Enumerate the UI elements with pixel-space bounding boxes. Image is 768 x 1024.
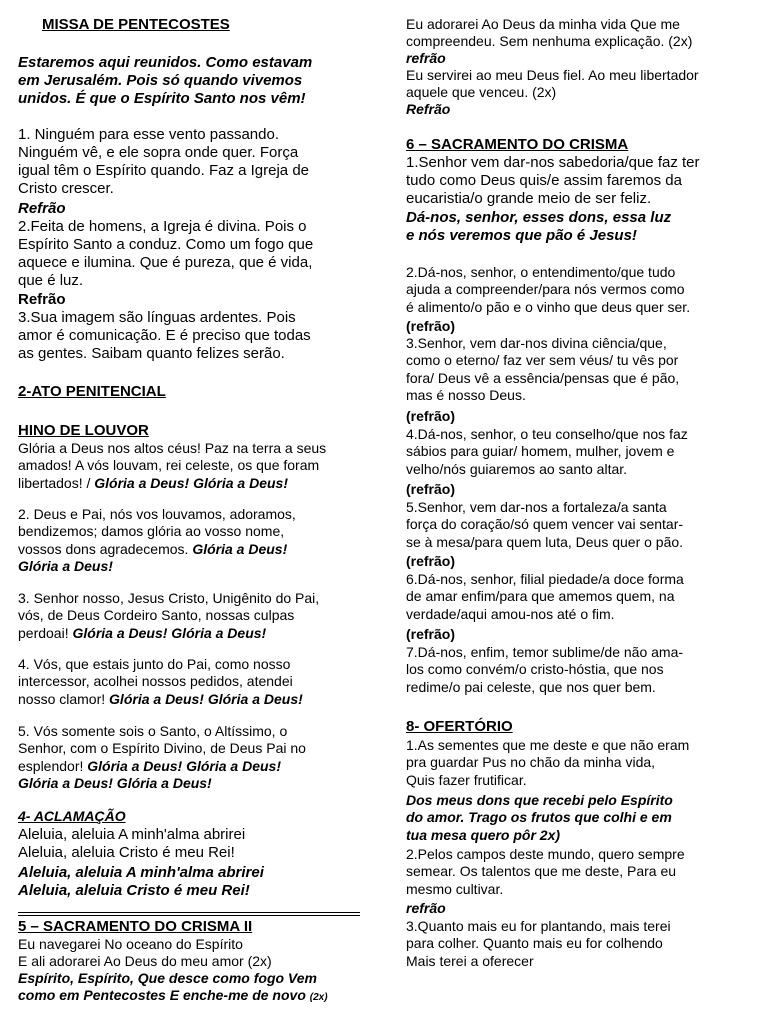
refrain-marker: (refrão) — [406, 408, 456, 424]
ofertorio-refrain: Dos meus dons que recebi pelo Espírito do amor. Trago os frutos que colhi e em tua mesa quero pôr 2x) — [406, 792, 673, 843]
refrain-label: Refrão — [18, 200, 66, 217]
section-title-crisma: 6 – SACRAMENTO DO CRISMA — [406, 136, 629, 153]
divider-line — [18, 912, 360, 913]
crisma-ii-continued: Eu servirei ao meu Deus fiel. Ao meu libertador aquele que venceu. (2x) — [406, 67, 699, 101]
gloria-response: Glória a Deus! Glória a Deus! — [94, 474, 288, 491]
section-title-hino-de-louvor: HINO DE LOUVOR — [18, 422, 149, 439]
page-title: MISSA DE PENTECOSTES — [42, 16, 230, 33]
gloria-verse-text: 2. Deus e Pai, nós vos louvamos, adoramos, bendizemos; damos glória ao vosso nome, vossos dons agradecemos. — [18, 506, 296, 557]
refrain-marker: (refrão) — [406, 626, 456, 642]
ofertorio-verse-1: 1.As sementes que me deste e que não eram pra guardar Pus no chão da minha vida, Quis fazer frutificar. — [406, 737, 690, 788]
aclamacao-refrain: Aleluia, aleluia A minh'alma abrirei Aleluia, aleluia Cristo é meu Rei! — [18, 864, 264, 899]
gloria-verse-1 — [18, 440, 368, 492]
crisma-verse-2: 2.Dá-nos, senhor, o entendimento/que tudo ajuda a compreender/para nós vermos como é alimento/o pão e o vinho que deus quer ser. — [406, 264, 691, 315]
crisma-verse-4: 4.Dá-nos, senhor, o teu conselho/que nos faz sábios para guiar/ homem, mulher, jovem e velho/nós guiaremos ao santo altar. — [406, 426, 688, 477]
refrain-label: Refrão — [18, 291, 66, 308]
crisma-ii-refrain-text: Espírito, Espírito, Que desce como fogo Vem como em Pentecostes E enche-me de novo — [18, 970, 317, 1004]
refrain-label: refrão — [406, 50, 446, 66]
verse-3: 3.Sua imagem são línguas ardentes. Pois amor é comunicação. E é preciso que todas as gentes. Saibam quanto felizes serão. — [18, 309, 311, 362]
section-title-ato-penitencial: 2-ATO PENITENCIAL — [18, 383, 166, 400]
gloria-verse-5 — [18, 723, 368, 792]
repeat-marker: (2x) — [309, 992, 328, 1004]
gloria-verse-text: 3. Senhor nosso, Jesus Cristo, Unigênito do Pai, vós, de Deus Cordeiro Santo, nossas culpas perdoai! — [18, 590, 320, 641]
gloria-response: Glória a Deus! Glória a Deus! — [18, 540, 288, 574]
gloria-response: Glória a Deus! Glória a Deus! Glória a Deus! Glória a Deus! — [18, 757, 282, 791]
gloria-verse-4 — [18, 656, 368, 708]
gloria-verse-3 — [18, 590, 368, 642]
refrain-marker: (refrão) — [406, 481, 456, 497]
crisma-ii-refrain — [18, 970, 368, 1007]
crisma-verse-6: 6.Dá-nos, senhor, filial piedade/a doce forma de amar enfim/para que amemos quem, na verdade/aqui amou-nos até o fim. — [406, 571, 684, 622]
section-title-aclamacao: 4- ACLAMAÇÃO — [18, 808, 126, 824]
ofertorio-verse-2: 2.Pelos campos deste mundo, quero sempre semear. Os talentos que me deste, Para eu mesmo cultivar. — [406, 846, 685, 897]
ofertorio-verse-3: 3.Quanto mais eu for plantando, mais terei para colher. Quanto mais eu for colhendo Mais terei a oferecer — [406, 918, 671, 969]
crisma-verse-3: 3.Senhor, vem dar-nos divina ciência/que, como o eterno/ faz ver sem véus/ tu vês por fora/ Deus vê a essência/pensas que é pão, mas é nosso Deus. — [406, 335, 680, 403]
aclamacao-text: Aleluia, aleluia A minh'alma abrirei Aleluia, aleluia Cristo é meu Rei! — [18, 826, 246, 861]
gloria-verse-text: 5. Vós somente sois o Santo, o Altíssimo, o Senhor, com o Espírito Divino, de Deus Pai no esplendor! — [18, 723, 306, 774]
refrain-marker: (refrão) — [406, 318, 456, 334]
crisma-verse-5: 5.Senhor, vem dar-nos a fortaleza/a santa força do coração/só quem vencer vai sentar- se à mesa/para quem luta, Deus quer o pão. — [406, 499, 684, 550]
gloria-response: Glória a Deus! Glória a Deus! — [72, 624, 267, 641]
verse-1: 1. Ninguém para esse vento passando. Ninguém vê, e ele sopra onde quer. Força igual têm o Espírito quando. Faz a Igreja de Cristo crescer. — [18, 126, 310, 197]
refrain-label: Refrão — [406, 101, 451, 117]
section-title-crisma-ii: 5 – SACRAMENTO DO CRISMA II — [18, 918, 253, 935]
divider-line — [18, 915, 360, 916]
crisma-ii-text: Eu navegarei No oceano do Espírito E ali adorarei Ao Deus do meu amor (2x) — [18, 936, 272, 970]
crisma-ii-continued: Eu adorarei Ao Deus da minha vida Que me compreendeu. Sem nenhuma explicação. (2x) — [406, 16, 693, 50]
gloria-verse-text: Glória a Deus nos altos céus! Paz na terra a seus amados! A vós louvam, rei celeste, os que foram libertados! / — [18, 440, 327, 491]
crisma-refrain: Dá-nos, senhor, esses dons, essa luz e nós veremos que pão é Jesus! — [406, 209, 672, 244]
section-title-ofertorio: 8- OFERTÓRIO — [406, 718, 513, 735]
gloria-verse-2 — [18, 506, 368, 575]
gloria-response: Glória a Deus! Glória a Deus! — [109, 690, 303, 707]
intro-refrain: Estaremos aqui reunidos. Como estavam em Jerusalém. Pois só quando vivemos unidos. É que o Espírito Santo nos vêm! — [18, 54, 313, 107]
refrain-marker: (refrão) — [406, 553, 456, 569]
crisma-verse-7: 7.Dá-nos, enfim, temor sublime/de não ama- los como convém/o cristo-hóstia, que nos redime/o pai celeste, que nos quer bem. — [406, 644, 684, 695]
refrain-label: refrão — [406, 900, 446, 916]
crisma-verse-1: 1.Senhor vem dar-nos sabedoria/que faz ter tudo como Deus quis/e assim faremos da eucaristia/o grande meio de ser feliz. — [406, 154, 700, 207]
verse-2: 2.Feita de homens, a Igreja é divina. Pois o Espírito Santo a conduz. Como um fogo que aquece e ilumina. Que é pureza, que é vida, que é luz. — [18, 218, 314, 289]
gloria-verse-text: 4. Vós, que estais junto do Pai, como nosso intercessor, acolhei nossos pedidos, atendei nosso clamor! — [18, 656, 293, 707]
